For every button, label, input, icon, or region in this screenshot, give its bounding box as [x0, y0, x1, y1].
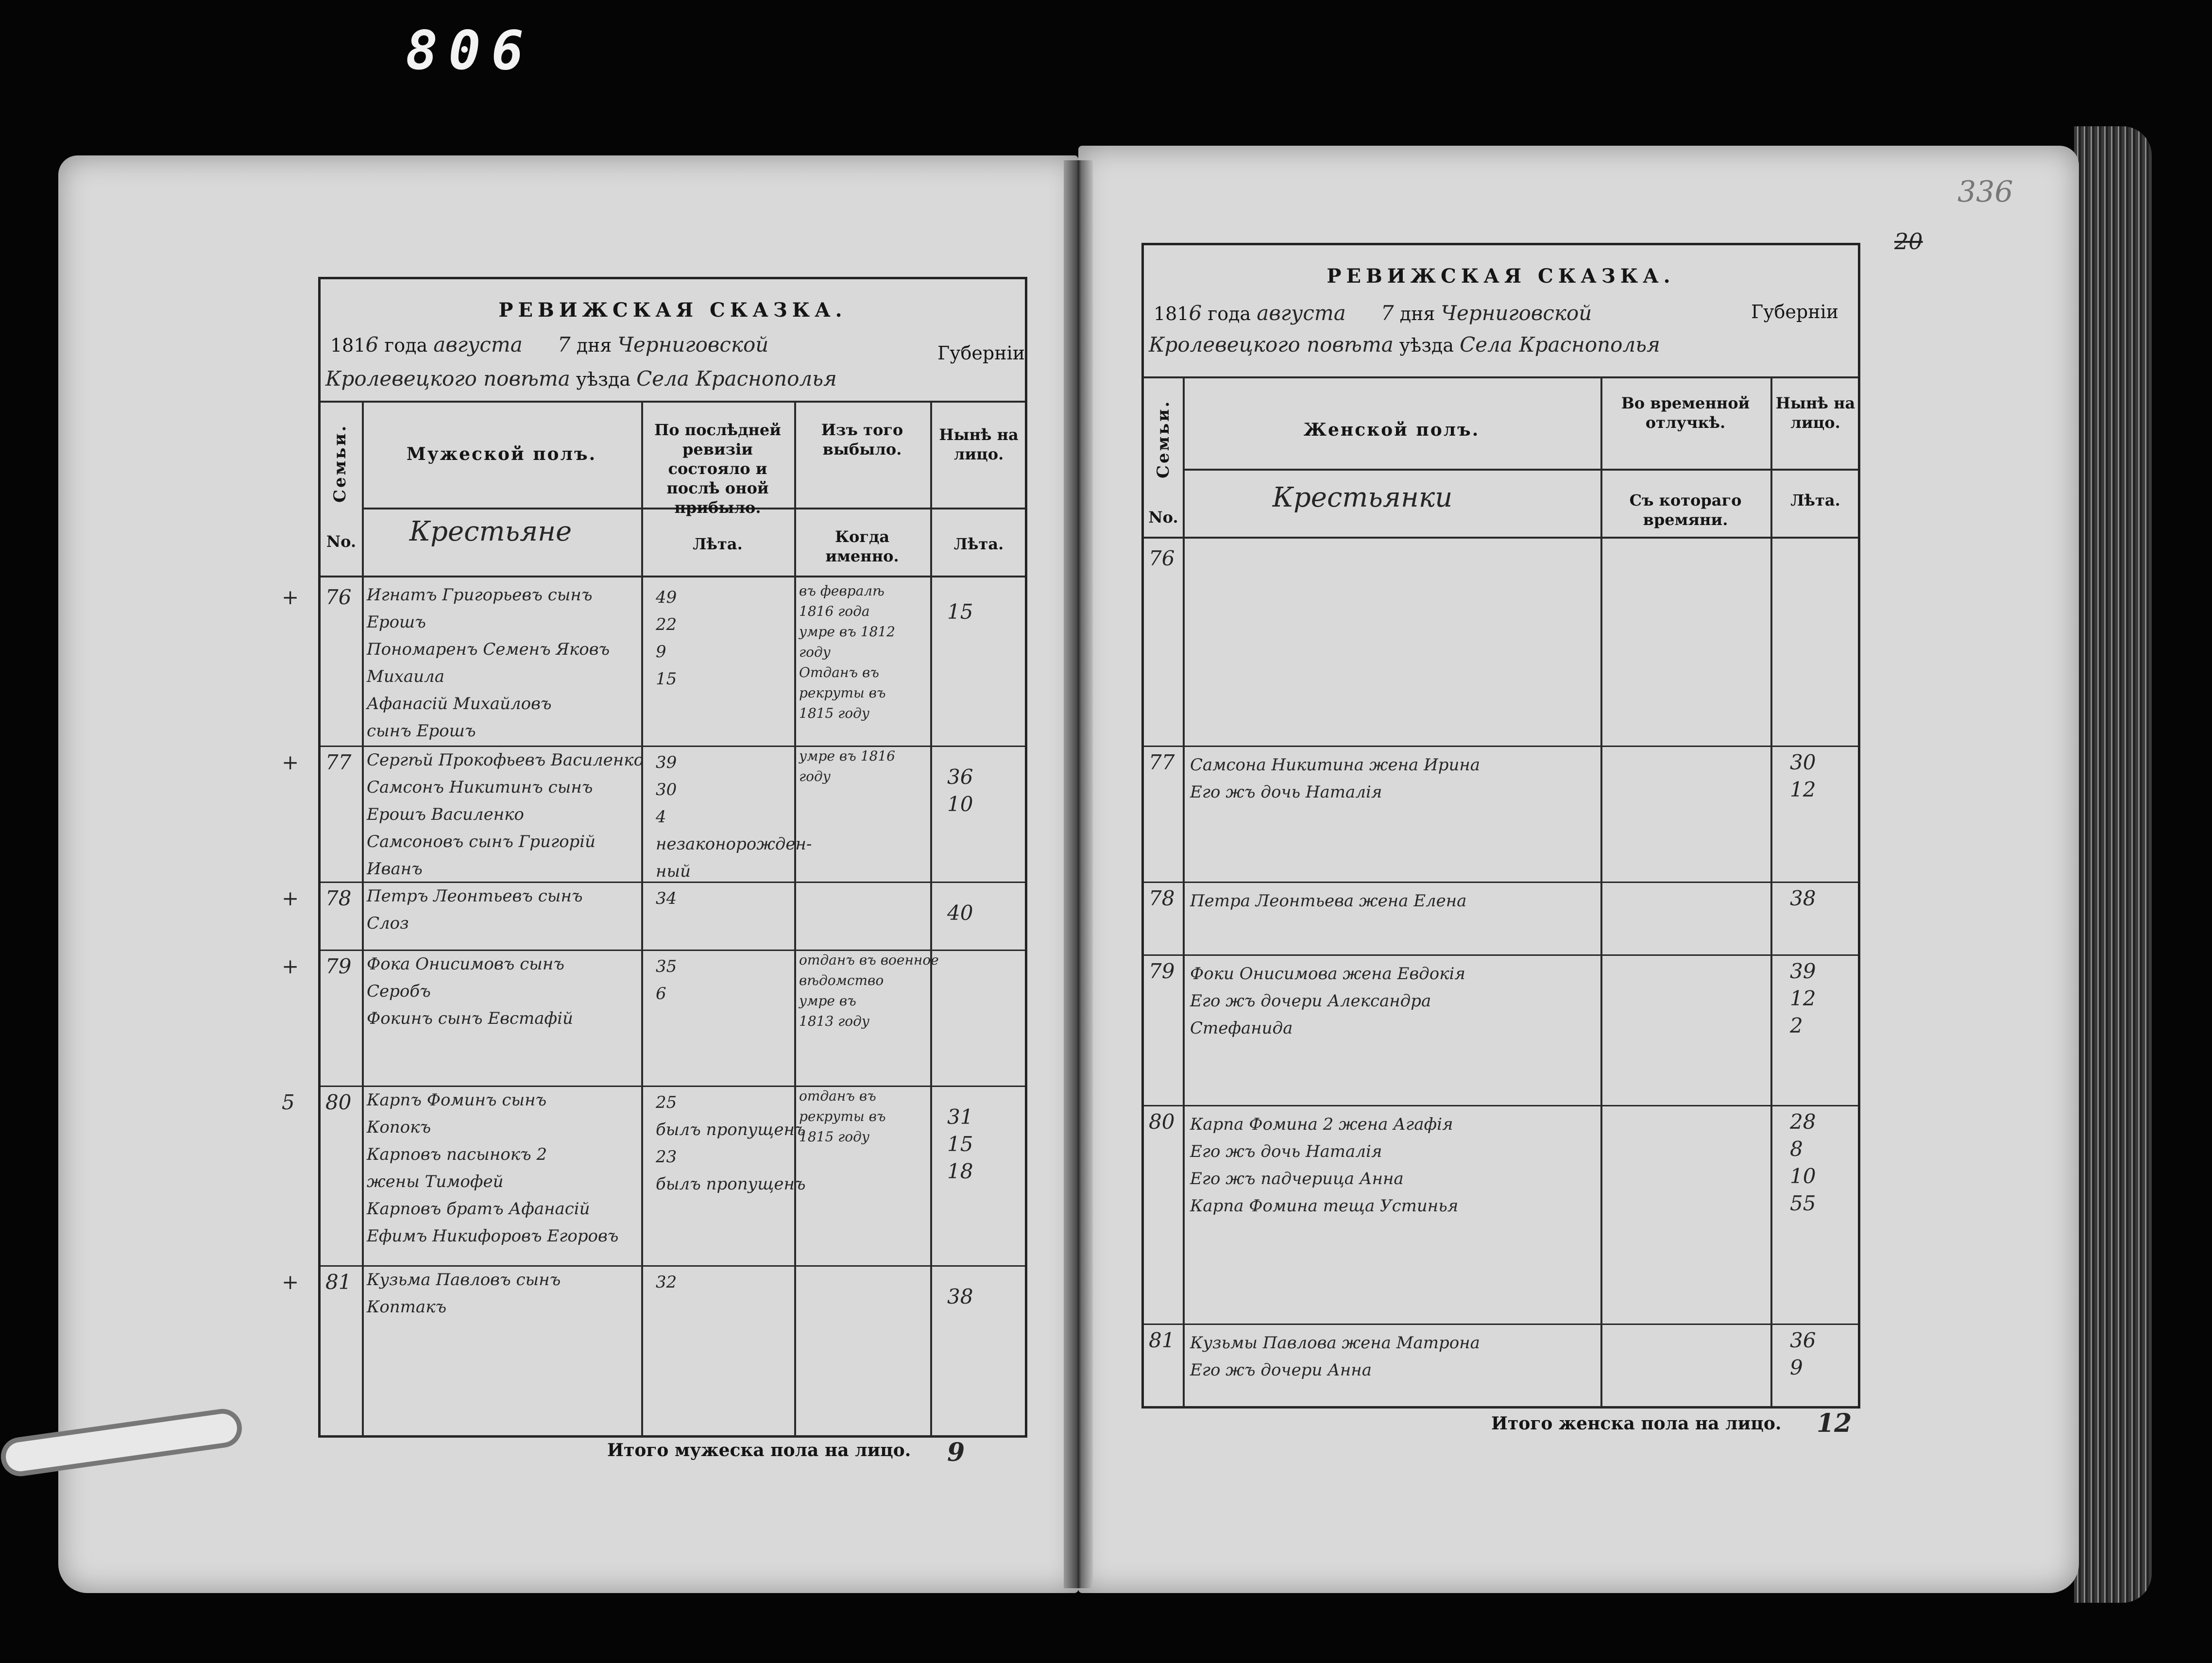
row-divider	[321, 882, 1025, 883]
row-number: 79	[325, 954, 352, 978]
row-margin-mark: 5	[282, 1090, 295, 1114]
col-present: Нынѣ на лицо.	[939, 425, 1019, 463]
male-name-line: Копокъ	[367, 1118, 431, 1137]
departed-note: отданъ въ военное	[799, 952, 939, 968]
departed-note: 1815 году	[799, 1129, 870, 1145]
female-name-line: Его жъ дочь Наталія	[1190, 782, 1382, 802]
present-years: 9	[1790, 1356, 1803, 1379]
male-name-line: Ерошъ Василенко	[367, 805, 524, 824]
departed-note: Отданъ въ	[799, 664, 879, 680]
present-years: 30	[1790, 750, 1816, 774]
col-prev-years: Лѣта.	[693, 535, 743, 553]
row-divider	[321, 950, 1025, 951]
row-divider	[1144, 1406, 1858, 1408]
present-years: 12	[1790, 778, 1816, 801]
female-name-line: Его жъ дочери Александра	[1190, 991, 1431, 1011]
row-divider	[1144, 746, 1858, 747]
female-name-line: Самсона Никитина жена Ирина	[1190, 755, 1480, 775]
row-number: 78	[1149, 886, 1175, 910]
male-name-line: Ерошъ	[367, 612, 426, 632]
departed-note: рекруты въ	[799, 685, 886, 701]
female-name-line: Фоки Онисимова жена Евдокія	[1190, 964, 1465, 984]
row-divider	[321, 1265, 1025, 1267]
present-years: 15	[947, 600, 973, 624]
prev-revision-value: 4	[656, 807, 666, 827]
male-total-value: 9	[947, 1438, 965, 1467]
col-present-years-right: Лѣта.	[1790, 491, 1840, 509]
male-name-line: Самсоновъ сынъ Григорій	[367, 832, 596, 851]
female-name-line: Его жъ падчерица Анна	[1190, 1169, 1404, 1188]
male-name-line: Слоз	[367, 914, 409, 933]
female-name-line: Карпа Фомина теща Устинья	[1190, 1196, 1459, 1216]
departed-note: умре въ	[799, 993, 856, 1009]
book-gutter	[1064, 160, 1093, 1588]
row-divider	[1144, 954, 1858, 956]
col-female: Женской полъ.	[1303, 420, 1480, 440]
departed-note: въ февралѣ	[799, 583, 885, 599]
row-number: 80	[1149, 1110, 1175, 1134]
prev-revision-value: былъ пропущенъ	[656, 1120, 806, 1139]
prev-revision-value: 39	[656, 753, 677, 772]
row-number: 80	[325, 1090, 352, 1114]
male-name-line: Иванъ	[367, 859, 423, 879]
present-years: 8	[1790, 1137, 1803, 1161]
male-name-line: Михаила	[367, 667, 444, 686]
male-name-line: Сергѣй Прокофьевъ Василенко	[367, 750, 644, 770]
male-name-line: Фокинъ сынъ Евстафій	[367, 1009, 573, 1028]
col-no: No.	[326, 532, 357, 551]
uezd-line-right: Кролевецкого повѣта уѣзда Села Краснополья	[1149, 333, 1660, 356]
right-form	[1141, 243, 1860, 1408]
row-margin-mark: +	[282, 886, 299, 910]
col-female-hw: Крестьянки	[1272, 482, 1453, 513]
present-years: 38	[947, 1285, 973, 1308]
present-years: 36	[947, 765, 973, 789]
male-name-line: Афанасій Михайловъ	[367, 694, 552, 713]
present-years: 10	[1790, 1164, 1816, 1188]
col-family-right: Семьи.	[1154, 399, 1173, 478]
prev-revision-value: 34	[656, 889, 677, 908]
row-number: 79	[1149, 959, 1175, 983]
col-family: Семьи.	[330, 424, 350, 503]
corner-number: 20	[1894, 228, 1923, 255]
frame-number: 806	[406, 19, 534, 82]
row-number: 77	[1149, 750, 1175, 774]
prev-revision-value: 9	[656, 642, 666, 662]
prev-revision-value: незаконорожден-	[656, 834, 812, 854]
prev-revision-value: 25	[656, 1093, 677, 1112]
present-years: 15	[947, 1132, 973, 1156]
row-number: 76	[1149, 546, 1175, 570]
row-number: 77	[325, 750, 352, 774]
col-departed-when: Когда именно.	[825, 527, 899, 565]
col-present-years: Лѣта.	[953, 535, 1004, 553]
present-years: 40	[947, 901, 973, 925]
present-years: 10	[947, 792, 973, 816]
male-total-label: Итого мужеска пола на лицо.	[607, 1440, 911, 1460]
female-name-line: Кузьмы Павлова жена Матрона	[1190, 1333, 1480, 1353]
col-absent-since: Съ котораго времяни.	[1629, 491, 1742, 529]
prev-revision-value: 22	[656, 615, 677, 634]
prev-revision-value: 32	[656, 1273, 677, 1292]
prev-revision-value: 35	[656, 957, 677, 976]
male-name-line: Карпъ Фоминъ сынъ	[367, 1090, 547, 1110]
present-years: 2	[1790, 1014, 1803, 1037]
col-male: Мужеской полъ.	[406, 444, 597, 464]
male-name-line: сынъ Ерошъ	[367, 721, 476, 741]
female-name-line: Петра Леонтьева жена Елена	[1190, 891, 1467, 911]
row-divider	[1144, 1105, 1858, 1106]
gubernia-label: Губерніи	[937, 342, 1025, 364]
corner-number-faded: 336	[1957, 175, 2013, 209]
departed-note: отданъ въ	[799, 1088, 876, 1104]
present-years: 55	[1790, 1191, 1816, 1215]
row-divider	[321, 1435, 1025, 1437]
date-line-right: 1816 года августа 7 дня Черниговской	[1154, 301, 1592, 325]
col-absent: Во временной отлучкѣ.	[1621, 394, 1750, 432]
departed-note: вѣдомство	[799, 972, 884, 988]
female-name-line: Стефанида	[1190, 1018, 1293, 1038]
prev-revision-value: 6	[656, 984, 666, 1003]
col-no-right: No.	[1148, 508, 1178, 526]
departed-note: рекруты въ	[799, 1108, 886, 1124]
male-name-line: Фока Онисимовъ сынъ	[367, 954, 564, 974]
row-margin-mark: +	[282, 750, 299, 774]
col-male-hw: Крестьяне	[409, 516, 572, 547]
prev-revision-value: 15	[656, 669, 677, 689]
male-name-line: Петръ Леонтьевъ сынъ	[367, 886, 583, 906]
row-number: 76	[325, 585, 352, 609]
male-name-line: Игнатъ Григорьевъ сынъ	[367, 585, 593, 605]
book-edge	[2074, 126, 2152, 1603]
female-name-line: Его жъ дочь Наталія	[1190, 1142, 1382, 1161]
present-years: 38	[1790, 886, 1816, 910]
date-line: 1816 года августа 7 дня Черниговской	[330, 333, 769, 356]
female-total-value: 12	[1817, 1408, 1852, 1438]
male-name-line: Карповъ братъ Афанасій	[367, 1199, 590, 1219]
departed-note: 1813 году	[799, 1013, 870, 1029]
prev-revision-value: 23	[656, 1147, 677, 1167]
row-divider	[1144, 882, 1858, 883]
uezd-line: Кролевецкого повѣта уѣзда Села Краснополья	[325, 367, 837, 390]
male-name-line: Кузьма Павловъ сынъ	[367, 1270, 561, 1290]
present-years: 31	[947, 1105, 973, 1129]
row-number: 81	[325, 1270, 352, 1294]
male-name-line: жены Тимофей	[367, 1172, 504, 1191]
col-departed: Изъ того выбыло.	[821, 421, 903, 458]
male-name-line: Карповъ пасынокъ 2	[367, 1145, 547, 1164]
present-years: 18	[947, 1159, 973, 1183]
form-title: РЕВИЖСКАЯ СКАЗКА.	[498, 299, 847, 322]
row-margin-mark: +	[282, 1270, 299, 1294]
female-total-label: Итого женска пола на лицо.	[1491, 1413, 1782, 1434]
prev-revision-value: 49	[656, 588, 677, 607]
present-years: 39	[1790, 959, 1816, 983]
form-title-right: РЕВИЖСКАЯ СКАЗКА.	[1327, 265, 1675, 288]
male-name-line: Пономаренъ Семенъ Яковъ	[367, 640, 610, 659]
left-form	[282, 277, 1027, 1438]
departed-note: 1815 году	[799, 705, 870, 721]
prev-revision-value: ный	[656, 862, 691, 881]
male-name-line: Коптакъ	[367, 1297, 447, 1317]
row-number: 81	[1149, 1328, 1175, 1352]
row-margin-mark: +	[282, 954, 299, 978]
departed-note: умре въ 1816	[799, 748, 895, 764]
female-name-line: Его жъ дочери Анна	[1190, 1360, 1372, 1380]
departed-note: умре въ 1812	[799, 624, 895, 640]
male-name-line: Самсонъ Никитинъ сынъ	[367, 778, 593, 797]
row-margin-mark: +	[282, 585, 299, 609]
departed-note: 1816 года	[799, 603, 870, 619]
gubernia-label-right: Губерніи	[1751, 301, 1839, 322]
present-years: 28	[1790, 1110, 1816, 1134]
prev-revision-value: былъ пропущенъ	[656, 1174, 806, 1194]
present-years: 36	[1790, 1328, 1816, 1352]
row-divider	[321, 746, 1025, 747]
departed-note: году	[799, 644, 831, 660]
male-name-line: Ефимъ Никифоровъ Егоровъ	[367, 1226, 619, 1246]
prev-revision-value: 30	[656, 780, 677, 799]
departed-note: году	[799, 768, 831, 784]
row-number: 78	[325, 886, 352, 910]
female-name-line: Карпа Фомина 2 жена Агафія	[1190, 1115, 1453, 1134]
row-divider	[1144, 1324, 1858, 1325]
col-prev-revision: По послѣдней ревизіи состояло и послѣ оной прибыло.	[654, 421, 781, 517]
male-name-line: Серобъ	[367, 982, 431, 1001]
present-years: 12	[1790, 986, 1816, 1010]
row-divider	[321, 1086, 1025, 1087]
col-present-right: Нынѣ на лицо.	[1775, 394, 1855, 432]
